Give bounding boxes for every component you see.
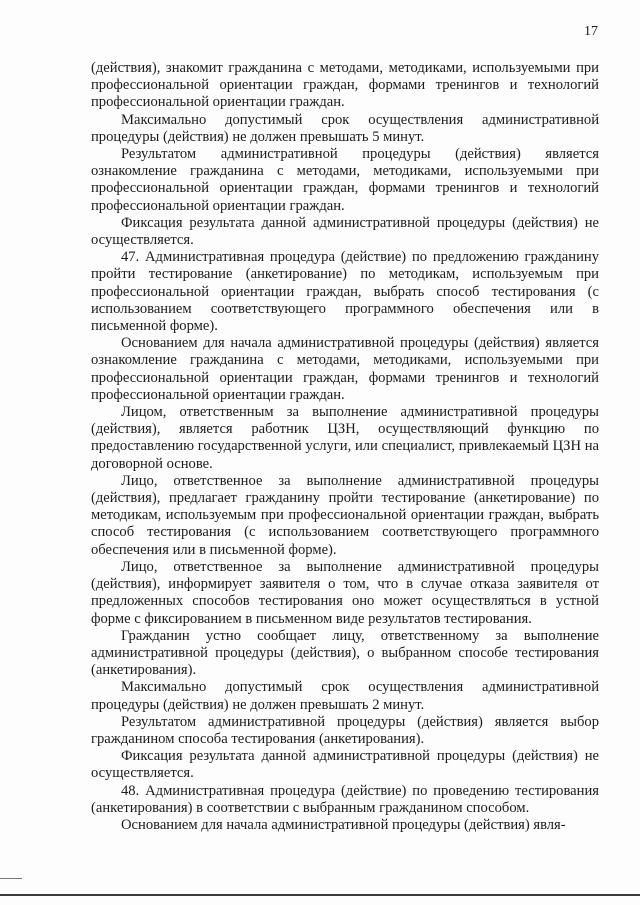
paragraph: Лицо, ответственное за выполнение административной процедуры (действия), информирует заявителя о том, что в случае отказа заявителя от предложенных способов тестирования оно может осуществляться в устной форме с фиксированием в письменном виде результатов тестирования. xyxy=(91,558,599,627)
scan-bottom-edge xyxy=(0,894,640,896)
page-number: 17 xyxy=(584,24,598,39)
paragraph: Фиксация результата данной административной процедуры (действия) не осуществляется. xyxy=(91,748,599,782)
paragraph: Максимально допустимый срок осуществления административной процедуры (действия) не должен превышать 2 минут. xyxy=(91,679,599,713)
paragraph-section-47: 47. Административная процедура (действие) по предложению гражданину пройти тестирование (анкетирование) по методикам, используемым при профессиональной ориентации граждан, выбрать способ тестирования (с использованием соответствующего программного обеспечения или в письменной форме). xyxy=(91,249,599,335)
paragraph: Результатом административной процедуры (действия) является ознакомление гражданина с методами, методиками, используемыми при профессиональной ориентации граждан, формами тренингов и технологий профессиональной ориентации граждан. xyxy=(91,146,599,214)
paragraph-section-48: 48. Административная процедура (действие) по проведению тестирования (анкетирования) в соответствии с выбранным гражданином способом. xyxy=(91,782,599,816)
paragraph: Максимально допустимый срок осуществления административной процедуры (действия) не должен превышать 5 минут. xyxy=(91,111,599,145)
scan-edge-mark xyxy=(0,878,22,879)
document-body xyxy=(91,60,599,834)
paragraph: Лицо, ответственное за выполнение административной процедуры (действия), предлагает гражданину пройти тестирование (анкетирование) по методикам, используемым при профессиональной ориентации граждан, выбрать способ тестирования (с использованием соответствующего программного обеспечения или в письменной форме). xyxy=(91,472,599,558)
paragraph: Основанием для начала административной процедуры (действия) явля- xyxy=(121,816,566,833)
paragraph: Фиксация результата данной административной процедуры (действия) не осуществляется. xyxy=(91,214,599,249)
paragraph-continuation: (действия), знакомит гражданина с методами, методиками, используемыми при профессиональной ориентации граждан, формами тренингов и технологий профессиональной ориентации граждан. xyxy=(91,60,599,111)
paragraph: Лицом, ответственным за выполнение административной процедуры (действия), является работник ЦЗН, осуществляющий функцию по предоставлению государственной услуги, или специалист, привлекаемый ЦЗН на договорной основе. xyxy=(91,404,599,472)
paragraph: Результатом административной процедуры (действия) является выбор гражданином способа тестирования (анкетирования). xyxy=(91,713,599,747)
paragraph: Основанием для начала административной процедуры (действия) является ознакомление гражданина с методами, методиками, используемыми при профессиональной ориентации граждан, формами тренингов и технологий профессиональной ориентации граждан. xyxy=(91,335,599,403)
paragraph: Гражданин устно сообщает лицу, ответственному за выполнение административной процедуры (действия), о выбранном способе тестирования (анкетирования). xyxy=(91,627,599,679)
